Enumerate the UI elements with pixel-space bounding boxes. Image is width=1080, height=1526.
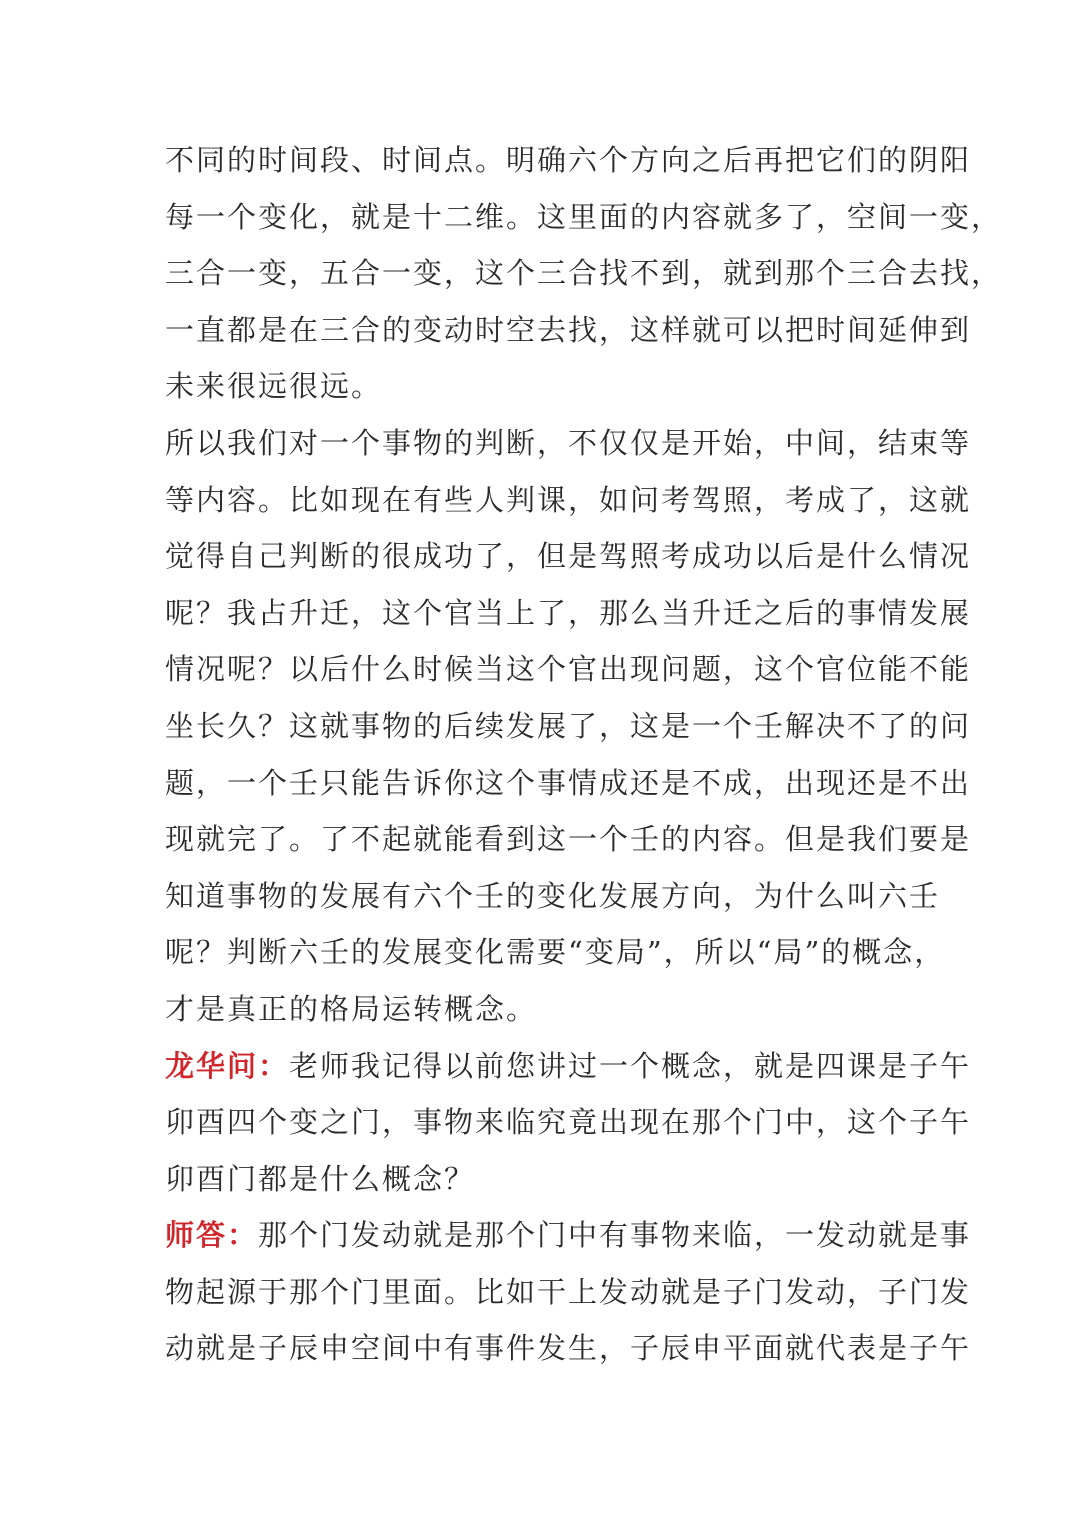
text-line: 才是真正的格局运转概念。 xyxy=(165,991,538,1026)
text-line: 坐长久？这就事物的后续发展了，这是一个壬解决不了的问 xyxy=(165,708,972,743)
text-line xyxy=(165,1207,972,1264)
answer-text: 那个门发动就是那个门中有事物来临，一发动就是事 xyxy=(258,1218,972,1253)
text-line: 三合一变，五合一变，这个三合找不到，就到那个三合去找， xyxy=(165,256,1003,291)
answer-paragraph xyxy=(165,1207,972,1377)
question-paragraph xyxy=(165,1038,972,1208)
text-line: 未来很远很远。 xyxy=(165,369,383,404)
text-line: 每一个变化，就是十二维。这里面的内容就多了，空间一变， xyxy=(165,199,1003,234)
text-line: 等内容。比如现在有些人判课，如问考驾照，考成了，这就 xyxy=(165,482,972,517)
text-line: 知道事物的发展有六个壬的变化发展方向，为什么叫六壬 xyxy=(165,878,941,913)
text-line: 卯酉门都是什么概念？ xyxy=(165,1161,476,1196)
text-line: 一直都是在三合的变动时空去找，这样就可以把时间延伸到 xyxy=(165,312,972,347)
text-line: 卯酉四个变之门，事物来临究竟出现在那个门中，这个子午 xyxy=(165,1105,972,1140)
speaker-label-answer: 师答： xyxy=(165,1218,259,1253)
text-line: 觉得自己判断的很成功了，但是驾照考成功以后是什么情况 xyxy=(165,539,972,574)
text-line: 情况呢？以后什么时候当这个官出现问题，这个官位能不能 xyxy=(165,652,972,687)
text-line: 物起源于那个门里面。比如干上发动就是子门发动，子门发 xyxy=(165,1274,972,1309)
text-line: 不同的时间段、时间点。明确六个方向之后再把它们的阴阳 xyxy=(165,143,972,177)
text-line: 题，一个壬只能告诉你这个事情成还是不成，出现还是不出 xyxy=(165,765,972,800)
document-page xyxy=(165,132,1003,1377)
text-line: 呢？判断六壬的发展变化需要“变局”，所以“局”的概念， xyxy=(165,935,946,970)
text-line: 呢？我占升迁，这个官当上了，那么当升迁之后的事情发展 xyxy=(165,595,972,630)
text-line: 动就是子辰申空间中有事件发生，子辰申平面就代表是子午 xyxy=(165,1331,972,1366)
text-line: 现就完了。了不起就能看到这一个壬的内容。但是我们要是 xyxy=(165,822,972,857)
text-line xyxy=(165,1038,972,1095)
paragraph-1 xyxy=(165,132,1003,415)
question-text: 老师我记得以前您讲过一个概念，就是四课是子午 xyxy=(289,1048,972,1083)
text-line: 所以我们对一个事物的判断，不仅仅是开始，中间，结束等 xyxy=(165,425,972,460)
speaker-label-question: 龙华问： xyxy=(165,1048,290,1083)
paragraph-2 xyxy=(165,415,972,1038)
